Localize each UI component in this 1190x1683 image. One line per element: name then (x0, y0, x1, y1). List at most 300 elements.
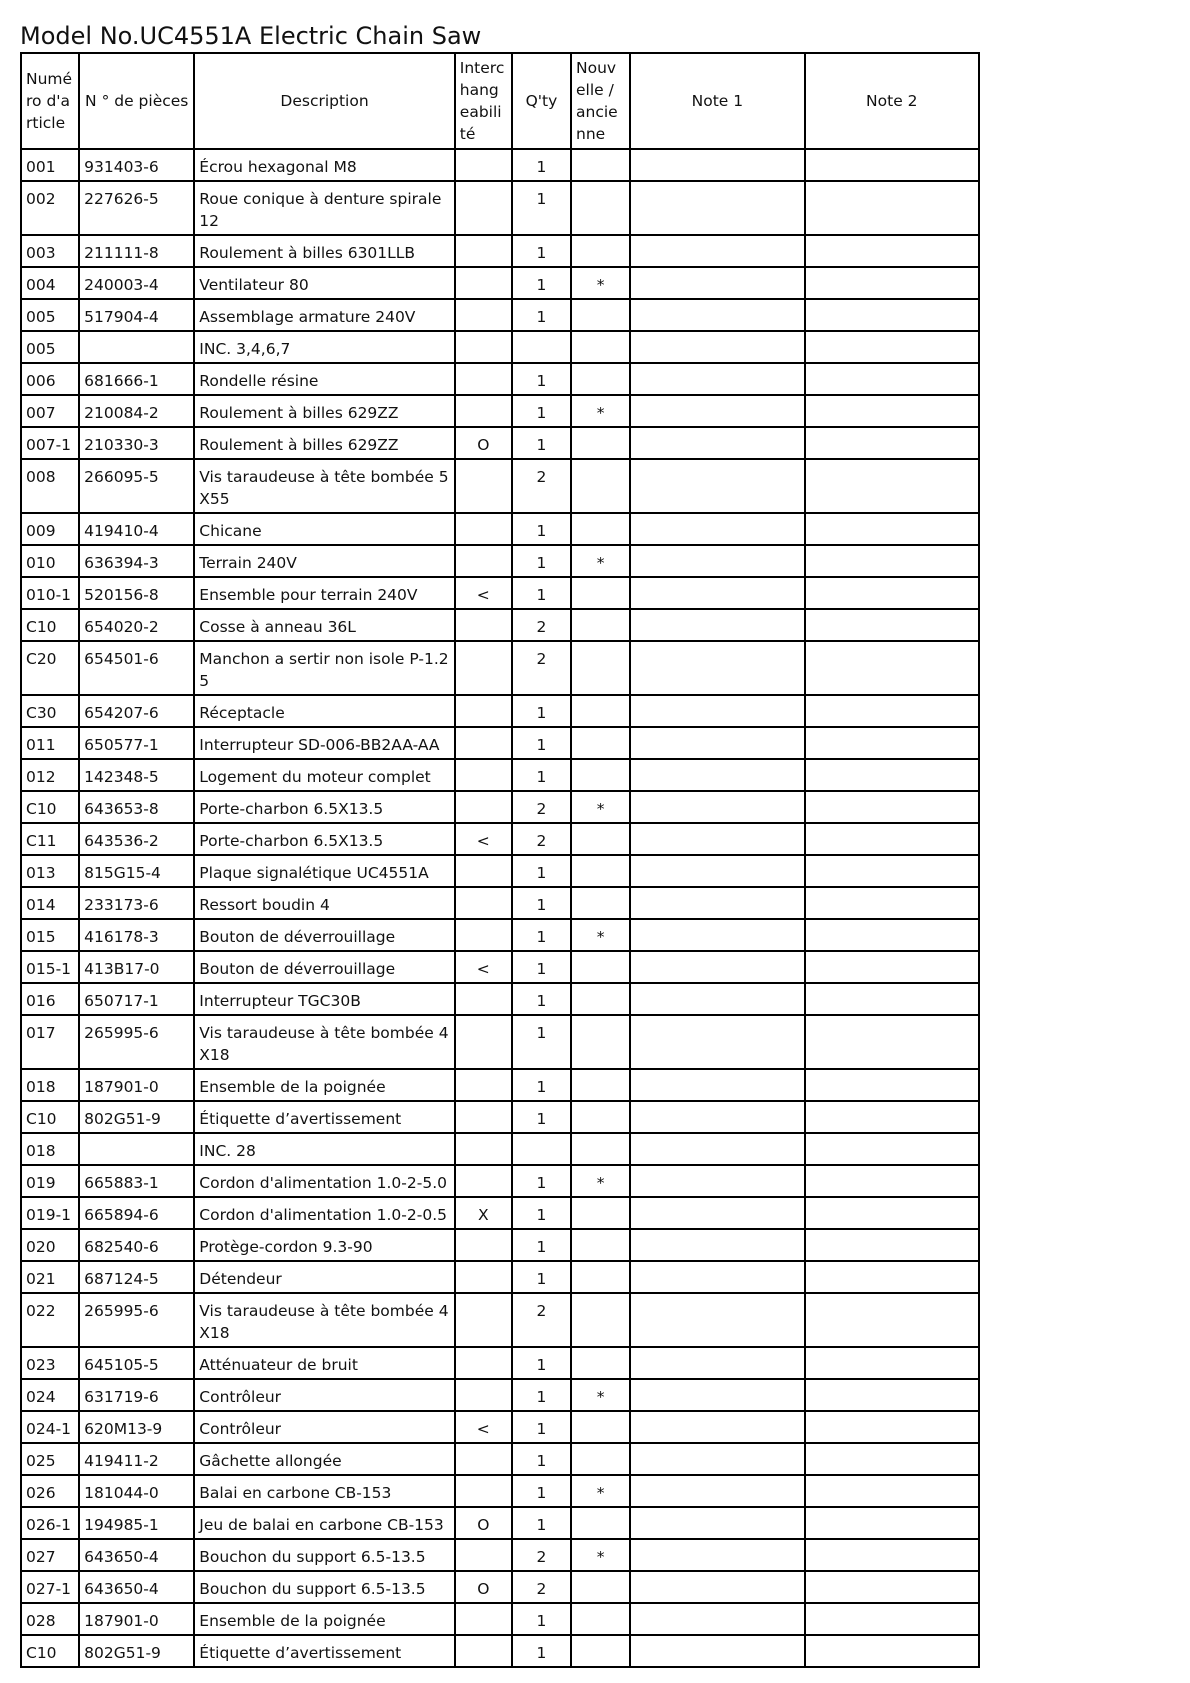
table-row (21, 727, 979, 759)
quantity-cell: 2 (512, 609, 571, 641)
note-2-cell (805, 331, 979, 363)
table-row (21, 1133, 979, 1165)
interchangeability-cell: O (455, 1571, 512, 1603)
description-cell: Vis taraudeuse à tête bombée 4X18 (194, 1015, 454, 1069)
part-number-cell: 211111-8 (79, 235, 194, 267)
item-number-cell: 005 (21, 331, 79, 363)
item-number-cell: 027 (21, 1539, 79, 1571)
table-row (21, 1015, 979, 1069)
interchangeability-cell (455, 545, 512, 577)
note-2-cell (805, 727, 979, 759)
note-1-cell (630, 513, 804, 545)
interchangeability-cell (455, 919, 512, 951)
table-row (21, 695, 979, 727)
table-row (21, 1069, 979, 1101)
description-cell: Cosse à anneau 36L (194, 609, 454, 641)
note-1-cell (630, 1507, 804, 1539)
item-number-cell: 024-1 (21, 1411, 79, 1443)
note-1-cell (630, 1133, 804, 1165)
part-number-cell: 187901-0 (79, 1069, 194, 1101)
quantity-cell: 1 (512, 1165, 571, 1197)
note-1-cell (630, 855, 804, 887)
table-row (21, 395, 979, 427)
description-cell: Ensemble de la poignée (194, 1603, 454, 1635)
interchangeability-cell: O (455, 427, 512, 459)
interchangeability-cell (455, 695, 512, 727)
part-number-cell: 654207-6 (79, 695, 194, 727)
new-old-cell (571, 823, 630, 855)
interchangeability-cell (455, 1133, 512, 1165)
description-cell: Contrôleur (194, 1379, 454, 1411)
quantity-cell: 1 (512, 395, 571, 427)
table-row (21, 1379, 979, 1411)
table-row (21, 459, 979, 513)
part-number-cell: 643650-4 (79, 1539, 194, 1571)
header-note-2: Note 2 (805, 53, 979, 149)
part-number-cell: 654020-2 (79, 609, 194, 641)
table-row (21, 1229, 979, 1261)
table-row (21, 1539, 979, 1571)
item-number-cell: 027-1 (21, 1571, 79, 1603)
part-number-cell: 815G15-4 (79, 855, 194, 887)
table-row (21, 299, 979, 331)
note-1-cell (630, 545, 804, 577)
table-row (21, 1635, 979, 1667)
note-1-cell (630, 641, 804, 695)
item-number-cell: 008 (21, 459, 79, 513)
interchangeability-cell (455, 1229, 512, 1261)
new-old-cell (571, 1229, 630, 1261)
part-number-cell: 194985-1 (79, 1507, 194, 1539)
new-old-cell (571, 331, 630, 363)
quantity-cell: 1 (512, 1379, 571, 1411)
table-row (21, 267, 979, 299)
note-2-cell (805, 395, 979, 427)
header-description: Description (194, 53, 454, 149)
description-cell: Ensemble de la poignée (194, 1069, 454, 1101)
item-number-cell: 015-1 (21, 951, 79, 983)
interchangeability-cell (455, 1635, 512, 1667)
page-title: Model No.UC4551A Electric Chain Saw (20, 22, 482, 50)
new-old-cell (571, 855, 630, 887)
note-2-cell (805, 181, 979, 235)
interchangeability-cell (455, 299, 512, 331)
part-number-cell: 233173-6 (79, 887, 194, 919)
quantity-cell: 1 (512, 695, 571, 727)
interchangeability-cell (455, 641, 512, 695)
part-number-cell: 643653-8 (79, 791, 194, 823)
interchangeability-cell: < (455, 1411, 512, 1443)
interchangeability-cell (455, 1475, 512, 1507)
interchangeability-cell (455, 1539, 512, 1571)
note-2-cell (805, 1475, 979, 1507)
quantity-cell: 1 (512, 545, 571, 577)
note-2-cell (805, 1069, 979, 1101)
note-2-cell (805, 1539, 979, 1571)
note-2-cell (805, 887, 979, 919)
interchangeability-cell (455, 1261, 512, 1293)
item-number-cell: C11 (21, 823, 79, 855)
item-number-cell: 004 (21, 267, 79, 299)
header-interchangeability: Interchangeabilité (455, 53, 512, 149)
note-1-cell (630, 951, 804, 983)
part-number-cell: 802G51-9 (79, 1101, 194, 1133)
note-2-cell (805, 1101, 979, 1133)
part-number-cell: 665883-1 (79, 1165, 194, 1197)
note-2-cell (805, 1261, 979, 1293)
table-row (21, 1261, 979, 1293)
description-cell: Interrupteur TGC30B (194, 983, 454, 1015)
note-2-cell (805, 983, 979, 1015)
new-old-cell (571, 887, 630, 919)
interchangeability-cell (455, 513, 512, 545)
description-cell: Gâchette allongée (194, 1443, 454, 1475)
note-2-cell (805, 1571, 979, 1603)
note-2-cell (805, 1347, 979, 1379)
part-number-cell: 643536-2 (79, 823, 194, 855)
part-number-cell: 265995-6 (79, 1293, 194, 1347)
item-number-cell: 021 (21, 1261, 79, 1293)
table-row (21, 1571, 979, 1603)
quantity-cell: 1 (512, 1635, 571, 1667)
description-cell: Porte-charbon 6.5X13.5 (194, 823, 454, 855)
note-2-cell (805, 1015, 979, 1069)
interchangeability-cell (455, 983, 512, 1015)
description-cell: Balai en carbone CB-153 (194, 1475, 454, 1507)
header-quantity: Q'ty (512, 53, 571, 149)
interchangeability-cell (455, 1379, 512, 1411)
description-cell: Manchon a sertir non isole P-1.25 (194, 641, 454, 695)
table-row (21, 919, 979, 951)
description-cell: Écrou hexagonal M8 (194, 149, 454, 181)
note-1-cell (630, 609, 804, 641)
note-2-cell (805, 1293, 979, 1347)
note-2-cell (805, 1603, 979, 1635)
note-1-cell (630, 919, 804, 951)
item-number-cell: 005 (21, 299, 79, 331)
quantity-cell: 1 (512, 1069, 571, 1101)
item-number-cell: C10 (21, 609, 79, 641)
new-old-cell: * (571, 1539, 630, 1571)
table-row (21, 1603, 979, 1635)
note-2-cell (805, 919, 979, 951)
interchangeability-cell (455, 791, 512, 823)
quantity-cell: 1 (512, 1229, 571, 1261)
interchangeability-cell (455, 1347, 512, 1379)
item-number-cell: 026 (21, 1475, 79, 1507)
header-part-number: N ° de pièces (79, 53, 194, 149)
description-cell: Bouchon du support 6.5-13.5 (194, 1539, 454, 1571)
quantity-cell: 2 (512, 1293, 571, 1347)
part-number-cell (79, 1133, 194, 1165)
interchangeability-cell (455, 235, 512, 267)
item-number-cell: C10 (21, 791, 79, 823)
note-2-cell (805, 513, 979, 545)
new-old-cell (571, 459, 630, 513)
item-number-cell: 003 (21, 235, 79, 267)
table-row (21, 1507, 979, 1539)
note-1-cell (630, 1635, 804, 1667)
part-number-cell: 650577-1 (79, 727, 194, 759)
new-old-cell (571, 727, 630, 759)
table-row (21, 759, 979, 791)
new-old-cell: * (571, 1379, 630, 1411)
note-2-cell (805, 609, 979, 641)
note-1-cell (630, 235, 804, 267)
quantity-cell: 1 (512, 1347, 571, 1379)
part-number-cell: 645105-5 (79, 1347, 194, 1379)
description-cell: INC. 3,4,6,7 (194, 331, 454, 363)
quantity-cell: 1 (512, 299, 571, 331)
quantity-cell: 1 (512, 919, 571, 951)
description-cell: Bouton de déverrouillage (194, 951, 454, 983)
part-number-cell: 210330-3 (79, 427, 194, 459)
item-number-cell: 018 (21, 1133, 79, 1165)
description-cell: Roulement à billes 629ZZ (194, 395, 454, 427)
new-old-cell (571, 235, 630, 267)
quantity-cell: 1 (512, 983, 571, 1015)
note-1-cell (630, 181, 804, 235)
quantity-cell: 2 (512, 1539, 571, 1571)
note-2-cell (805, 545, 979, 577)
note-1-cell (630, 427, 804, 459)
item-number-cell: 013 (21, 855, 79, 887)
note-1-cell (630, 363, 804, 395)
item-number-cell: 011 (21, 727, 79, 759)
interchangeability-cell: X (455, 1197, 512, 1229)
item-number-cell: 028 (21, 1603, 79, 1635)
item-number-cell: 025 (21, 1443, 79, 1475)
description-cell: Bouton de déverrouillage (194, 919, 454, 951)
note-1-cell (630, 887, 804, 919)
new-old-cell (571, 181, 630, 235)
description-cell: Chicane (194, 513, 454, 545)
new-old-cell (571, 1069, 630, 1101)
new-old-cell (571, 983, 630, 1015)
description-cell: Étiquette d’avertissement (194, 1101, 454, 1133)
part-number-cell: 419410-4 (79, 513, 194, 545)
part-number-cell: 636394-3 (79, 545, 194, 577)
quantity-cell: 1 (512, 951, 571, 983)
table-row (21, 609, 979, 641)
table-row (21, 1347, 979, 1379)
note-2-cell (805, 791, 979, 823)
quantity-cell: 1 (512, 1411, 571, 1443)
quantity-cell: 1 (512, 887, 571, 919)
interchangeability-cell (455, 459, 512, 513)
note-2-cell (805, 855, 979, 887)
new-old-cell (571, 1347, 630, 1379)
table-header-row (21, 53, 979, 149)
description-cell: INC. 28 (194, 1133, 454, 1165)
interchangeability-cell (455, 395, 512, 427)
part-number-cell: 650717-1 (79, 983, 194, 1015)
new-old-cell (571, 299, 630, 331)
item-number-cell: C30 (21, 695, 79, 727)
quantity-cell: 2 (512, 823, 571, 855)
part-number-cell (79, 331, 194, 363)
new-old-cell: * (571, 1165, 630, 1197)
note-1-cell (630, 1443, 804, 1475)
table-row (21, 427, 979, 459)
interchangeability-cell (455, 887, 512, 919)
item-number-cell: 016 (21, 983, 79, 1015)
part-number-cell: 681666-1 (79, 363, 194, 395)
new-old-cell (571, 695, 630, 727)
note-1-cell (630, 459, 804, 513)
new-old-cell (571, 513, 630, 545)
note-1-cell (630, 1229, 804, 1261)
quantity-cell: 1 (512, 1015, 571, 1069)
quantity-cell: 2 (512, 791, 571, 823)
interchangeability-cell (455, 1293, 512, 1347)
item-number-cell: 026-1 (21, 1507, 79, 1539)
item-number-cell: 007 (21, 395, 79, 427)
interchangeability-cell (455, 855, 512, 887)
item-number-cell: 006 (21, 363, 79, 395)
note-1-cell (630, 1571, 804, 1603)
interchangeability-cell (455, 1101, 512, 1133)
note-1-cell (630, 695, 804, 727)
new-old-cell (571, 1015, 630, 1069)
description-cell: Porte-charbon 6.5X13.5 (194, 791, 454, 823)
description-cell: Atténuateur de bruit (194, 1347, 454, 1379)
description-cell: Roulement à billes 629ZZ (194, 427, 454, 459)
new-old-cell (571, 1603, 630, 1635)
description-cell: Terrain 240V (194, 545, 454, 577)
note-2-cell (805, 235, 979, 267)
part-number-cell: 210084-2 (79, 395, 194, 427)
new-old-cell: * (571, 791, 630, 823)
table-row (21, 181, 979, 235)
new-old-cell (571, 1101, 630, 1133)
note-2-cell (805, 577, 979, 609)
part-number-cell: 265995-6 (79, 1015, 194, 1069)
interchangeability-cell (455, 181, 512, 235)
part-number-cell: 682540-6 (79, 1229, 194, 1261)
item-number-cell: 010-1 (21, 577, 79, 609)
item-number-cell: 001 (21, 149, 79, 181)
note-1-cell (630, 1101, 804, 1133)
note-2-cell (805, 149, 979, 181)
description-cell: Roue conique à denture spirale 12 (194, 181, 454, 235)
item-number-cell: C10 (21, 1101, 79, 1133)
quantity-cell: 1 (512, 577, 571, 609)
quantity-cell: 1 (512, 727, 571, 759)
quantity-cell: 2 (512, 641, 571, 695)
table-row (21, 983, 979, 1015)
description-cell: Cordon d'alimentation 1.0-2-0.5 (194, 1197, 454, 1229)
description-cell: Interrupteur SD-006-BB2AA-AA (194, 727, 454, 759)
item-number-cell: 018 (21, 1069, 79, 1101)
interchangeability-cell (455, 1015, 512, 1069)
item-number-cell: 015 (21, 919, 79, 951)
note-2-cell (805, 1411, 979, 1443)
quantity-cell: 1 (512, 149, 571, 181)
note-2-cell (805, 299, 979, 331)
note-2-cell (805, 695, 979, 727)
parts-table (20, 52, 980, 1668)
note-2-cell (805, 823, 979, 855)
description-cell: Détendeur (194, 1261, 454, 1293)
part-number-cell: 620M13-9 (79, 1411, 194, 1443)
part-number-cell: 181044-0 (79, 1475, 194, 1507)
quantity-cell: 1 (512, 855, 571, 887)
note-2-cell (805, 363, 979, 395)
new-old-cell (571, 577, 630, 609)
part-number-cell: 520156-8 (79, 577, 194, 609)
table-row (21, 1165, 979, 1197)
note-1-cell (630, 1197, 804, 1229)
part-number-cell: 517904-4 (79, 299, 194, 331)
interchangeability-cell: < (455, 823, 512, 855)
new-old-cell (571, 427, 630, 459)
interchangeability-cell (455, 759, 512, 791)
description-cell: Vis taraudeuse à tête bombée 5X55 (194, 459, 454, 513)
new-old-cell: * (571, 545, 630, 577)
interchangeability-cell (455, 609, 512, 641)
note-1-cell (630, 759, 804, 791)
table-row (21, 887, 979, 919)
quantity-cell: 1 (512, 1507, 571, 1539)
description-cell: Vis taraudeuse à tête bombée 4X18 (194, 1293, 454, 1347)
quantity-cell (512, 331, 571, 363)
interchangeability-cell: < (455, 951, 512, 983)
note-2-cell (805, 1635, 979, 1667)
interchangeability-cell (455, 1069, 512, 1101)
item-number-cell: 023 (21, 1347, 79, 1379)
note-1-cell (630, 299, 804, 331)
note-2-cell (805, 459, 979, 513)
table-row (21, 235, 979, 267)
part-number-cell: 643650-4 (79, 1571, 194, 1603)
part-number-cell: 802G51-9 (79, 1635, 194, 1667)
table-row (21, 823, 979, 855)
quantity-cell (512, 1133, 571, 1165)
part-number-cell: 631719-6 (79, 1379, 194, 1411)
description-cell: Jeu de balai en carbone CB-153 (194, 1507, 454, 1539)
item-number-cell: 019-1 (21, 1197, 79, 1229)
new-old-cell: * (571, 1475, 630, 1507)
item-number-cell: 022 (21, 1293, 79, 1347)
new-old-cell (571, 1261, 630, 1293)
description-cell: Étiquette d’avertissement (194, 1635, 454, 1667)
new-old-cell: * (571, 395, 630, 427)
quantity-cell: 1 (512, 759, 571, 791)
description-cell: Rondelle résine (194, 363, 454, 395)
new-old-cell (571, 1133, 630, 1165)
interchangeability-cell: < (455, 577, 512, 609)
note-2-cell (805, 759, 979, 791)
interchangeability-cell (455, 149, 512, 181)
interchangeability-cell (455, 363, 512, 395)
quantity-cell: 2 (512, 459, 571, 513)
description-cell: Bouchon du support 6.5-13.5 (194, 1571, 454, 1603)
new-old-cell (571, 149, 630, 181)
description-cell: Ensemble pour terrain 240V (194, 577, 454, 609)
note-1-cell (630, 983, 804, 1015)
part-number-cell: 665894-6 (79, 1197, 194, 1229)
new-old-cell (571, 951, 630, 983)
new-old-cell: * (571, 919, 630, 951)
new-old-cell (571, 1571, 630, 1603)
note-2-cell (805, 1197, 979, 1229)
note-2-cell (805, 1443, 979, 1475)
item-number-cell: 012 (21, 759, 79, 791)
item-number-cell: 010 (21, 545, 79, 577)
table-row (21, 577, 979, 609)
new-old-cell (571, 1293, 630, 1347)
